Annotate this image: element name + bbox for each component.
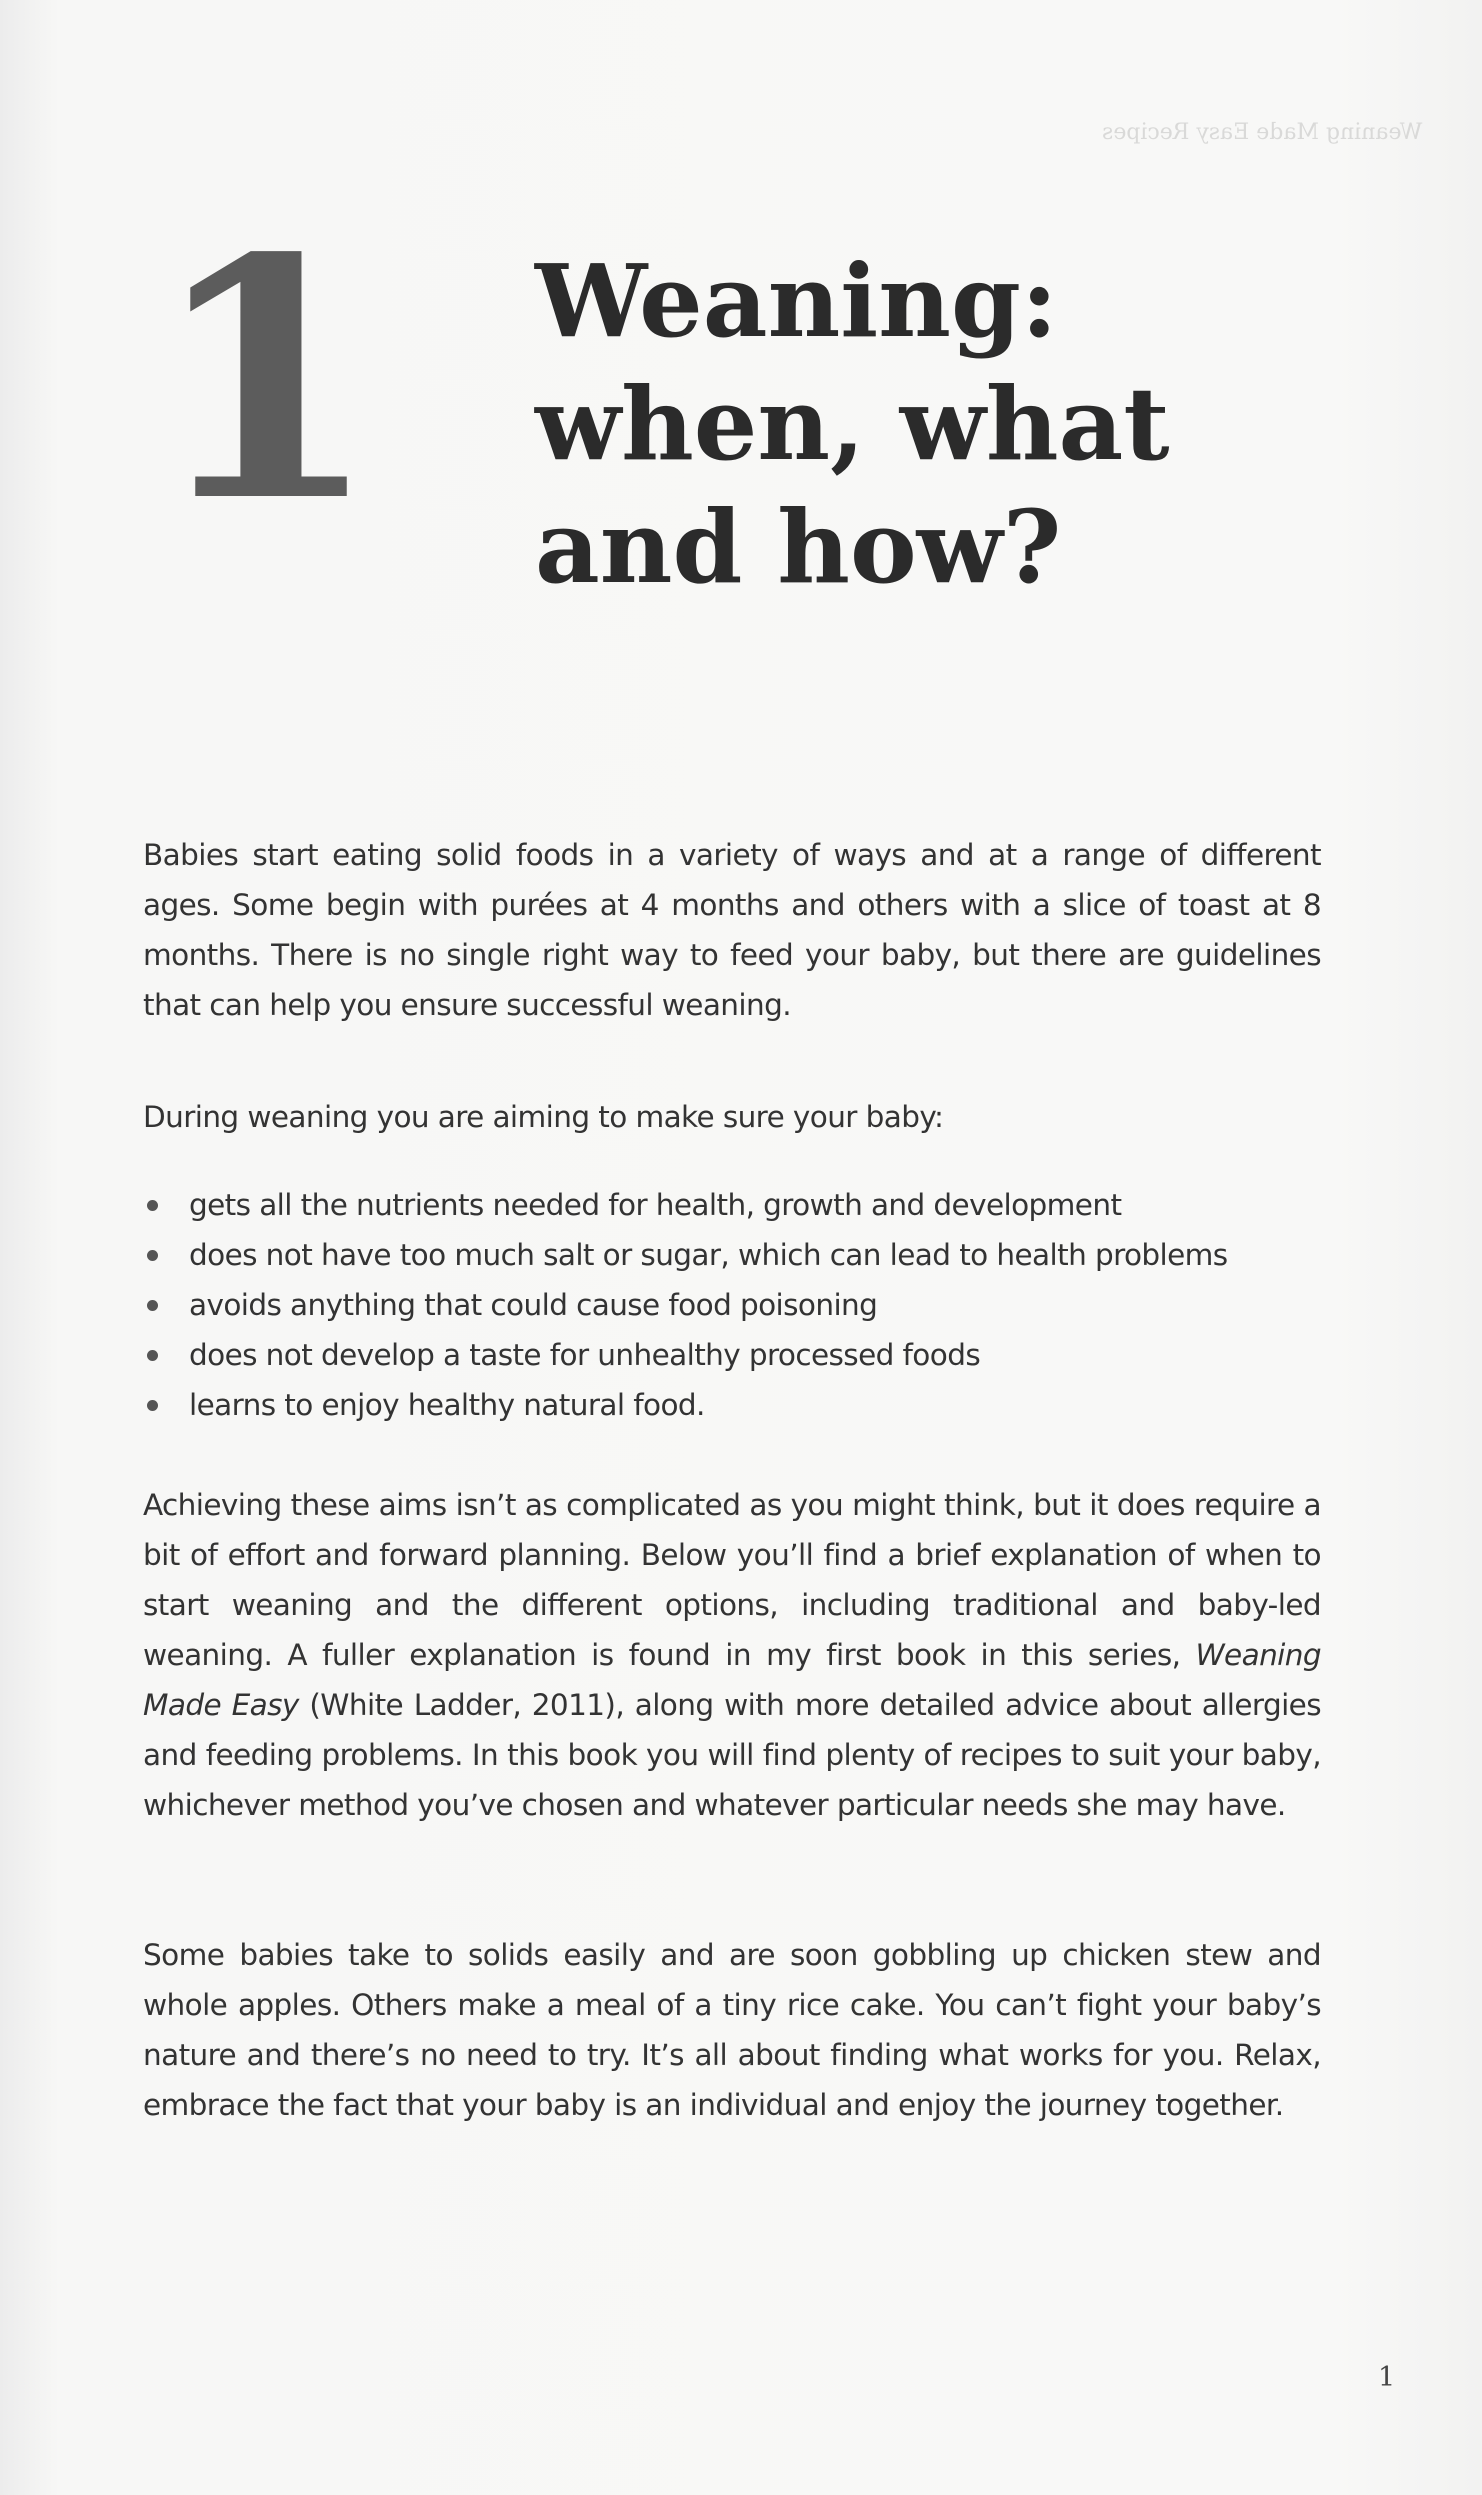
aims-list-item-text: does not have too much salt or sugar, which can lead to health problems <box>189 1238 1228 1272</box>
achieving-paragraph <box>143 1480 1321 1830</box>
aims-list-item <box>143 1230 1321 1280</box>
bullet-icon <box>147 1300 158 1311</box>
chapter-title <box>535 240 1365 609</box>
book-title-reference: Weaning Made Easy <box>143 1638 1321 1722</box>
aims-lead-paragraph: During weaning you are aiming to make sure your baby: <box>143 1100 944 1134</box>
chapter-title-line-1: Weaning: <box>535 242 1058 360</box>
aims-list-item <box>143 1180 1321 1230</box>
aims-list <box>143 1180 1321 1430</box>
page-number: 1 <box>1378 2362 1396 2393</box>
aims-list-item <box>143 1280 1321 1330</box>
achieving-text-before: Achieving these aims isn’t as complicated as you might think, but it does require a bit of effort and forward planning. Below you’ll find a brief explanation of when to start weaning and the different options, including traditional and baby-led weaning. A fuller explanation is found in my first book in this series, <box>143 1488 1321 1672</box>
closing-paragraph: Some babies take to solids easily and are soon gobbling up chicken stew and whole apples. Others make a meal of a tiny rice cake. You can’t fight your baby’s nature and there’s no need to try. It’s all about finding what works for you. Relax, embrace the fact that your baby is an individual and enjoy the journey together. <box>143 1938 1321 2122</box>
intro-paragraph: Babies start eating solid foods in a variety of ways and at a range of different ages. Some begin with purées at 4 months and others with a slice of toast at 8 months. There is no single right way to feed your baby, but there are guidelines that can help you ensure successful weaning. <box>143 838 1321 1022</box>
bullet-icon <box>147 1350 158 1361</box>
bullet-icon <box>147 1400 158 1411</box>
aims-list-item-text: does not develop a taste for unhealthy processed foods <box>189 1338 981 1372</box>
achieving-text-after: (White Ladder, 2011), along with more detailed advice about allergies and feeding problems. In this book you will find plenty of recipes to suit your baby, whichever method you’ve chosen and whatever particular needs she may have. <box>143 1688 1321 1822</box>
chapter-number: 1 <box>150 186 370 574</box>
aims-list-item-text: learns to enjoy healthy natural food. <box>189 1388 705 1422</box>
aims-list-item-text: avoids anything that could cause food poisoning <box>189 1288 878 1322</box>
aims-list-item <box>143 1380 1321 1430</box>
bullet-icon <box>147 1200 158 1211</box>
aims-list-item <box>143 1330 1321 1380</box>
aims-list-item-text: gets all the nutrients needed for health, growth and development <box>189 1188 1122 1222</box>
bullet-icon <box>147 1250 158 1261</box>
chapter-title-line-3: and how? <box>535 488 1062 606</box>
chapter-title-line-2: when, what <box>535 365 1170 483</box>
show-through-running-head: Weaning Made Easy Recipes <box>1101 120 1422 145</box>
